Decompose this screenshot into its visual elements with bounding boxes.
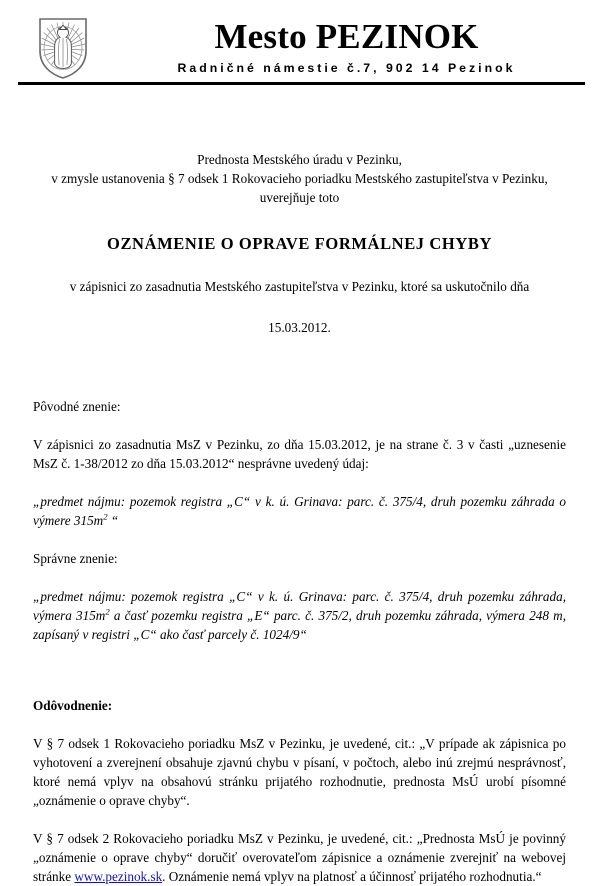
correct-quote-superscript: 2 <box>105 606 110 617</box>
reasoning-para-2-post: . Oznámenie nemá vplyv na platnosť a účinnosť prijatého rozhodnutia.“ <box>162 869 542 884</box>
header-divider <box>18 82 585 85</box>
subheading-line-1: v zápisnici zo zasadnutia Mestského zastupiteľstva v Pezinku, ktoré sa uskutočnilo dňa <box>69 279 530 294</box>
original-wording-intro: V zápisnici zo zasadnutia MsZ v Pezinku, zo dňa 15.03.2012, je na strane č. 3 v časti „uznesenie MsZ č. 1-38/2012 zo dňa 15.03.2012“ nesprávne uvedený údaj: <box>33 437 566 471</box>
reasoning-label: Odôvodnenie: <box>33 698 113 713</box>
spacer <box>33 337 566 397</box>
reasoning-paragraph-2 <box>33 829 566 886</box>
document-body <box>33 150 566 886</box>
organization-name: Mesto PEZINOK <box>214 17 479 56</box>
correct-quote-rest: a časť pozemku registra „E“ parc. č. 375/2, druh pozemku záhrada, výmera 248 m, zapísaný v registri „C“ ako časť parcely č. 1024/9“ <box>33 608 566 642</box>
intro-line-2: v zmysle ustanovenia § 7 odsek 1 Rokovacieho poriadku Mestského zastupiteľstva v Pezinku, <box>51 171 548 186</box>
intro-line-3: uverejňuje toto <box>259 190 340 205</box>
reasoning-para-2-pre: V § 7 odsek 2 Rokovacieho poriadku MsZ v Pezinku, je uvedené, cit.: „Prednosta MsÚ je povinný „oznámenie o oprave chyby“ doručiť overovateľom zápisnice a oznámenie zverejniť na webovej stránke <box>33 831 566 884</box>
spacer <box>33 416 566 435</box>
spacer <box>33 810 566 829</box>
organization-address: Radničné námestie č.7, 902 14 Pezinok <box>177 61 516 75</box>
page-title: OZNÁMENIE O OPRAVE FORMÁLNEJ CHYBY <box>107 234 492 253</box>
header-title-block <box>95 17 590 76</box>
intro-block <box>33 150 566 207</box>
intro-line-1: Prednosta Mestského úradu v Pezinku, <box>197 152 402 167</box>
spacer <box>33 568 566 587</box>
original-wording-quote <box>33 492 566 530</box>
original-wording-label: Pôvodné znenie: <box>33 399 121 414</box>
spacer <box>33 715 566 734</box>
reasoning-paragraph-1: V § 7 odsek 1 Rokovacieho poriadku MsZ v Pezinku, je uvedené, cit.: „V prípade ak zápisnica po vyhotovení a zverejnení obsahuje zjavnú chybu v písaní, v počtoch, alebo inú zrejmú nesprávnosť, ktoré nemá vplyv na obsahovú stránku prijatého rozhodnutie, prednosta MsÚ urobí písomné „oznámenie o oprave chyby“. <box>33 736 566 808</box>
correct-wording-label: Správne znenie: <box>33 551 118 566</box>
original-quote-text: „predmet nájmu: pozemok registra „C“ v k. ú. Grinava: parc. č. 375/4, druh pozemku záhrada o výmere 315m <box>33 494 566 528</box>
subheading-block <box>33 277 566 337</box>
spacer <box>33 530 566 549</box>
original-quote-close: “ <box>107 513 119 528</box>
spacer <box>33 473 566 492</box>
website-link[interactable]: www.pezinok.sk <box>74 869 163 884</box>
original-quote-superscript: 2 <box>103 511 108 522</box>
correct-quote-text: „predmet nájmu: pozemok registra „C“ v k. ú. Grinava: parc. č. 375/4, druh pozemku záhrada, výmera 315m <box>33 589 566 623</box>
spacer <box>33 644 566 696</box>
subheading-line-2: 15.03.2012. <box>268 320 331 335</box>
correct-wording-quote <box>33 587 566 644</box>
document-header <box>0 0 600 92</box>
pezinok-coat-of-arms-icon <box>38 17 88 80</box>
